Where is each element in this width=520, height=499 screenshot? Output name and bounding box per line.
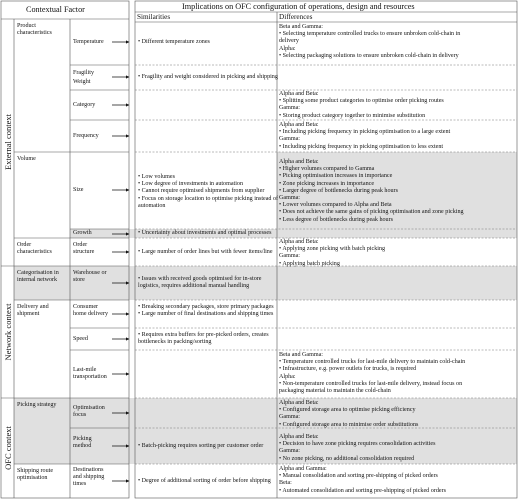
factor-product: Product characteristics bbox=[17, 23, 52, 37]
sim-size: • Low volumes • Low degree of investments in automation • Cannot require optimised shipments from supplier • Focus on storage location to optimise picking instead of automation bbox=[138, 174, 279, 209]
subfactor-warehouse: Warehouse or store bbox=[73, 270, 107, 284]
diff-order-structure: Alpha and Beta: • Applying zone picking with batch picking Gamma: • Applying batch picking bbox=[279, 239, 386, 267]
sim-warehouse: • Issues with received goods optimised for in-store logistics, requires additional manual handling bbox=[138, 276, 262, 290]
subfactor-optimisation-focus: Optimisation focus bbox=[73, 405, 105, 419]
factor-picking-strategy: Picking strategy bbox=[17, 402, 57, 408]
sim-fragility: • Fragility and weight considered in picking and shipping bbox=[138, 74, 278, 80]
contextual-factor-header: Contextual Factor bbox=[26, 5, 85, 14]
diff-picking-method: Alpha and Beta: • Decision to have zone picking requires consolidation activities Gamma: • No zone picking, no additional consolidation required bbox=[279, 434, 436, 462]
diff-temperature: Beta and Gamma: • Selecting temperature controlled trucks to ensure unbroken cold-chain in delivery Alpha: • Selecting packaging solutions to ensure unbroken cold-chain in delivery bbox=[279, 24, 461, 59]
subfactor-destinations: Destinations and shipping times bbox=[73, 467, 105, 488]
external-context-label: External context bbox=[2, 114, 13, 170]
diff-optimisation-focus: Alpha and Beta: • Configured storage area to optimise picking efficiency Gamma: • Configured storage area to minimise order substitutions bbox=[279, 400, 419, 428]
diff-destinations: Alpha and Gamma: • Manual consolidation and sorting pre-shipping of picked orders Beta: • Automated consolidation and sorting pre-shipping of picked orders bbox=[279, 466, 446, 494]
subfactor-consumer-home-delivery: Consumer home delivery bbox=[73, 304, 109, 318]
diff-frequency: Alpha and Beta: • Including picking frequency in picking optimisation to a large extent Gamma: • Including picking frequency in picking optimisation to less extent bbox=[279, 122, 451, 150]
subfactor-order-structure: Order structure bbox=[73, 242, 95, 256]
sim-order-structure: • Large number of order lines but with fewer items/line bbox=[138, 249, 273, 255]
factor-order: Order characteristics bbox=[17, 242, 52, 256]
subfactor-last-mile: Last-mile transportation bbox=[73, 367, 107, 381]
differences-header: Differences bbox=[279, 13, 313, 21]
subfactor-frequency: Frequency bbox=[73, 133, 99, 139]
diff-size: Alpha and Beta: • Higher volumes compared to Gamma • Picking optimisation increases in importance • Zone picking increases in importance • Larger degree of bottlenecks during peak hours Gamma: • Lower volumes compared to Alpha and Beta • Does not achieve the same gains of picking optimisation and zone picking • Less degree of bottlenecks during peak hours bbox=[279, 159, 464, 223]
subfactor-temperature: Temperature bbox=[73, 39, 104, 45]
sim-temperature: • Different temperature zones bbox=[138, 39, 210, 45]
subfactor-fragility-weight: Fragility Weight bbox=[73, 70, 94, 86]
subfactor-growth: Growth bbox=[73, 230, 92, 236]
sim-consumer: • Breaking secondary packages, store primary packages • Large number of final destinations and shipping times bbox=[138, 304, 274, 318]
factor-categorisation: Categorisation in internal network bbox=[17, 270, 59, 284]
subfactor-picking-method: Picking method bbox=[73, 436, 92, 450]
subfactor-speed: Speed bbox=[73, 336, 88, 342]
sim-speed: • Requires extra buffers for pre-picked orders, creates bottlenecks in packing/sorting bbox=[138, 332, 269, 346]
sim-destinations: • Degree of additional sorting of order before shipping bbox=[138, 478, 271, 484]
sim-growth: • Uncertainty about investments and optimal processes bbox=[138, 230, 272, 236]
ofc-context-label: OFC context bbox=[2, 426, 13, 470]
sim-picking-method: • Batch-picking requires sorting per customer order bbox=[138, 443, 264, 449]
subfactor-size: Size bbox=[73, 187, 84, 193]
factor-shipping-route: Shipping route optimisation bbox=[17, 468, 54, 482]
factor-delivery: Delivery and shipment bbox=[17, 304, 49, 318]
implications-header: Implications on OFC configuration of operations, design and resources bbox=[182, 2, 415, 11]
diff-lastmile: Beta and Gamma: • Temperature controlled trucks for last-mile delivery to maintain cold-chain • Infrastructure, e.g. power outlets for trucks, is required Alpha: • Non-temperature controlled trucks for last-mile delivery, instead focus on packaging material to maintain the cold-chain bbox=[279, 352, 466, 395]
network-context-label: Network context bbox=[2, 303, 13, 361]
diff-category: Alpha and Beta: • Splitting some product categories to optimise order picking routes Gamma: • Storing product category together to minimise substitution bbox=[279, 91, 444, 119]
factor-volume: Volume bbox=[17, 156, 36, 162]
similarities-header: Similarities bbox=[137, 13, 171, 21]
subfactor-category: Category bbox=[73, 102, 96, 108]
